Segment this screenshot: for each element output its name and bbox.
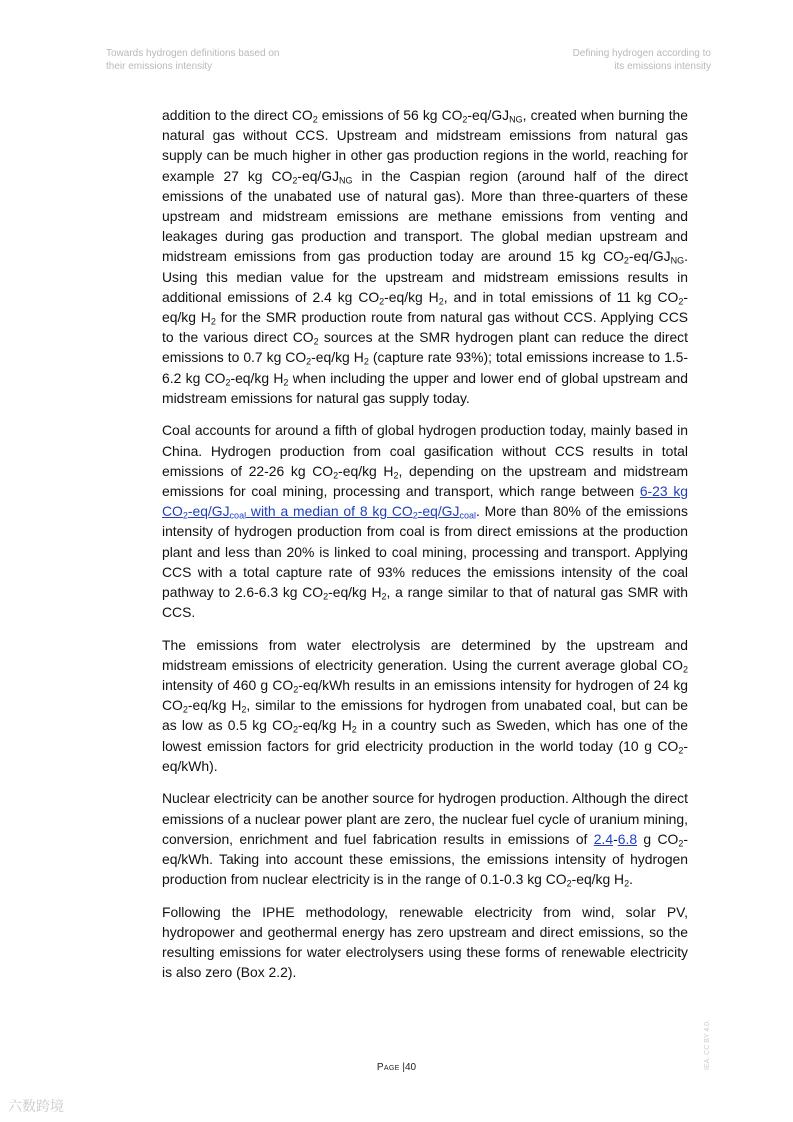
subscript: 2: [393, 470, 399, 481]
header-right-line-1: Defining hydrogen according to: [572, 48, 711, 59]
text-run: (capture rate 93%); total emissions increase to 1.5-6.2 kg CO: [162, 349, 689, 386]
text-run: -eq/GJ: [467, 107, 510, 123]
subscript: 2: [306, 357, 312, 368]
paragraph-5: [162, 902, 688, 983]
text-run: Coal accounts for around a fifth of global hydrogen production today, mainly based in China. Hydrogen production from coal gasification without CCS results in total emissions of 22-26 kg CO: [162, 422, 688, 479]
reference-link-text: -eq/GJ: [417, 503, 460, 520]
page-number: 40: [404, 1062, 417, 1073]
subscript: 2: [351, 725, 357, 736]
text-run: , a range similar to that of natural gas SMR with CCS.: [162, 583, 689, 621]
text-run: -eq/kg H: [328, 583, 382, 600]
text-run: in the Caspian region (around half of the direct emissions of the unabated use of natural gas). More than three-quarters of these upstream and midstream emissions are methane emissions from venting and leakages during gas production and transport. The global median upstream and midstream emissions from gas production today are around 15 kg CO: [162, 167, 688, 265]
text-run: , created when burning the natural gas without CCS. Upstream and midstream emissions from natural gas supply can be much higher in other gas production regions in the world, reaching for example 27 kg CO: [162, 107, 689, 184]
subscript: 2: [182, 704, 188, 715]
reference-link-text: with a median of 8 kg CO: [246, 503, 413, 520]
subscript: 2: [292, 175, 298, 186]
subscript: 2: [462, 114, 468, 125]
reference-link-text: 2.4: [593, 830, 614, 847]
subscript: 2: [623, 256, 629, 267]
subscript: 2: [225, 377, 231, 388]
text-run: when including the upper and lower end of global upstream and midstream emissions for natural gas supply today.: [162, 369, 688, 406]
watermark: 六数跨境: [8, 1098, 64, 1114]
subscript: 2: [678, 296, 684, 307]
subscript: 2: [412, 510, 418, 521]
page-separator: |: [402, 1062, 405, 1073]
text-run: g CO: [637, 830, 679, 847]
subscript: NG: [339, 175, 353, 186]
subscript: 2: [323, 591, 329, 602]
subscript: 2: [292, 725, 298, 736]
text-run: -eq/kWh results in an emissions intensity for hydrogen of 24 kg CO: [162, 677, 688, 714]
header-left-line-1: Towards hydrogen definitions based on: [106, 48, 280, 59]
license-side-text: IEA. CC BY 4.0.: [704, 1019, 711, 1070]
reference-link[interactable]: [618, 831, 637, 847]
text-run: sources at the SMR hydrogen plant can reduce the direct emissions to 0.7 kg CO: [162, 329, 688, 366]
subscript: 2: [682, 664, 688, 675]
subscript: 2: [624, 878, 630, 889]
reference-link[interactable]: [594, 831, 613, 847]
text-run: .: [629, 871, 633, 888]
text-run: -eq/GJ: [297, 167, 340, 184]
subscript: 2: [283, 377, 289, 388]
text-run: Nuclear electricity can be another source for hydrogen production. Although the direct emissions of a nuclear power plant are zero, the nuclear fuel cycle of uranium mining, conversion, enrichment and fuel fabrication results in emissions of: [162, 790, 688, 847]
reference-link-text: 6.8: [617, 830, 638, 847]
text-run: , and in total emissions of 11 kg CO: [443, 288, 679, 305]
header-left-line-2: their emissions intensity: [106, 61, 213, 72]
text-run: , depending on the upstream and midstream emissions for coal mining, processing and transport, which range between: [162, 462, 689, 499]
paragraph-2: [162, 420, 688, 622]
text-run: in a country such as Sweden, which has one of the lowest emission factors for grid electricity production in the world today (10 g CO: [162, 717, 688, 754]
text-run: -eq/kWh. Taking into account these emissions, the emissions intensity of hydrogen production from nuclear electricity is in the range of 0.1-0.3 kg CO: [162, 830, 688, 888]
subscript: 2: [566, 878, 572, 889]
paragraph-1: [162, 105, 688, 408]
text-run: -eq/kg H: [384, 288, 439, 305]
subscript: 2: [312, 114, 318, 125]
subscript: 2: [381, 591, 387, 602]
subscript: 2: [678, 838, 684, 849]
subscript: 2: [333, 470, 339, 481]
text-run: emissions of 56 kg CO: [317, 107, 463, 123]
text-run: . More than 80% of the emissions intensity of hydrogen production from coal is from direct emissions at the production plant and less than 20% is linked to coal mining, processing and transport. Applying CCS with a total capture rate of 93% reduces the emissions intensity of the coal pathway to 2.6-6.3 kg CO: [162, 503, 688, 600]
subscript: coal: [229, 510, 247, 521]
subscript: 2: [293, 684, 299, 695]
text-run: -eq/kg H: [230, 369, 284, 386]
text-run: -eq/kg H: [571, 871, 625, 888]
subscript: 2: [313, 336, 319, 347]
text-run: -eq/kWh).: [162, 737, 688, 774]
text-run: for the SMR production route from natural gas without CCS. Applying CCS to the various direct CO: [162, 309, 688, 346]
text-run: Following the IPHE methodology, renewable electricity from wind, solar PV, hydropower and geothermal energy has zero upstream and direct emissions, so the resulting emissions for water electrolysers using these forms of renewable electricity is also zero (Box 2.2).: [162, 903, 688, 981]
page-label: Page: [376, 1062, 400, 1073]
text-run: -eq/kg H: [187, 697, 242, 714]
subscript: 2: [363, 357, 369, 368]
subscript: NG: [509, 114, 523, 125]
body-text: [162, 105, 688, 995]
reference-link-text: -eq/GJ: [187, 503, 230, 520]
reference-link-text: 6-23 kg CO: [162, 482, 688, 520]
text-run: -eq/kg H: [338, 462, 394, 479]
text-run: -: [613, 830, 618, 847]
paragraph-3: [162, 635, 688, 776]
text-run: -eq/kg H: [297, 717, 352, 734]
subscript: 2: [438, 296, 444, 307]
page-footer: [0, 1062, 793, 1073]
text-run: -eq/kg H: [311, 349, 364, 366]
running-header-right: [573, 47, 711, 73]
text-run: The emissions from water electrolysis are determined by the upstream and midstream emissions of electricity generation. Using the current average global CO: [162, 636, 688, 673]
text-run: , similar to the emissions for hydrogen from unabated coal, but can be as low as 0.5 kg CO: [162, 697, 689, 734]
text-run: intensity of 460 g CO: [162, 677, 294, 694]
subscript: 2: [210, 316, 216, 327]
text-run: addition to the direct CO: [162, 107, 313, 123]
text-run: . Using this median value for the upstream and midstream emissions results in additional emissions of 2.4 kg CO: [162, 248, 688, 305]
running-header-left: [106, 47, 279, 73]
paragraph-4: [162, 788, 688, 889]
text-run: -eq/GJ: [628, 248, 671, 265]
subscript: coal: [459, 510, 476, 521]
subscript: NG: [670, 256, 685, 267]
subscript: 2: [241, 704, 247, 715]
subscript: 2: [182, 510, 188, 521]
subscript: 2: [678, 745, 684, 756]
subscript: 2: [379, 296, 385, 307]
text-run: -eq/kg H: [162, 288, 688, 326]
header-right-line-2: its emissions intensity: [614, 61, 711, 72]
